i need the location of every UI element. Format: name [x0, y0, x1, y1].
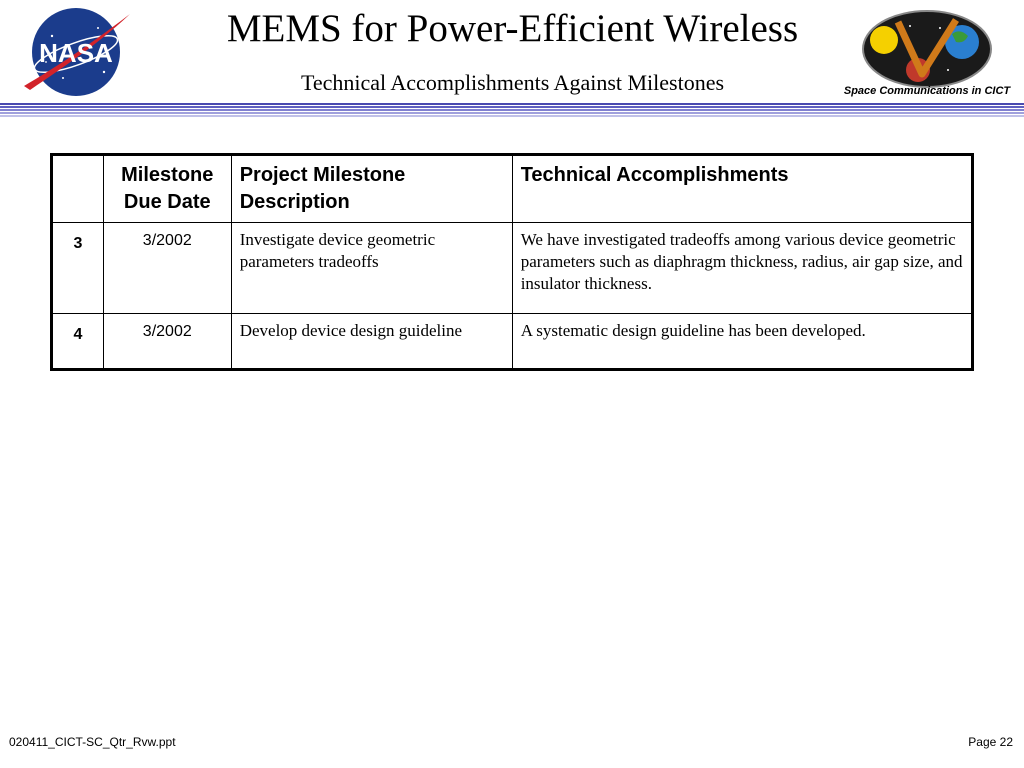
header-description: Project Milestone Description	[231, 155, 512, 223]
slide-title: MEMS for Power-Efficient Wireless	[226, 7, 799, 50]
milestone-due-date: 3/2002	[103, 223, 231, 314]
cict-caption: Space Communications in CICT	[843, 85, 1011, 97]
milestone-accomplishment: We have investigated tradeoffs among various device geometric parameters such as diaphragm thickness, radius, air gap size, and insulator thickness.	[512, 223, 972, 314]
header-due-date: Milestone Due Date	[103, 155, 231, 223]
header-rule	[0, 103, 1024, 121]
cict-logo	[860, 8, 994, 90]
milestone-table	[50, 153, 974, 371]
milestone-description: Investigate device geometric parameters tradeoffs	[231, 223, 512, 314]
table-header-row	[52, 155, 973, 223]
milestone-description: Develop device design guideline	[231, 314, 512, 370]
milestone-due-date: 3/2002	[103, 314, 231, 370]
footer-filename: 020411_CICT-SC_Qtr_Rvw.ppt	[9, 735, 176, 749]
table-row	[52, 314, 973, 370]
nasa-logo	[18, 6, 134, 98]
header-number	[52, 155, 104, 223]
nasa-logo-text: NASA	[39, 38, 113, 68]
slide-subtitle: Technical Accomplishments Against Milestones	[300, 70, 725, 95]
milestone-number: 3	[52, 223, 104, 314]
milestone-number: 4	[52, 314, 104, 370]
header-accomplishments: Technical Accomplishments	[512, 155, 972, 223]
milestone-accomplishment: A systematic design guideline has been developed.	[512, 314, 972, 370]
table-row	[52, 223, 973, 314]
footer-page-number: Page 22	[968, 735, 1013, 749]
